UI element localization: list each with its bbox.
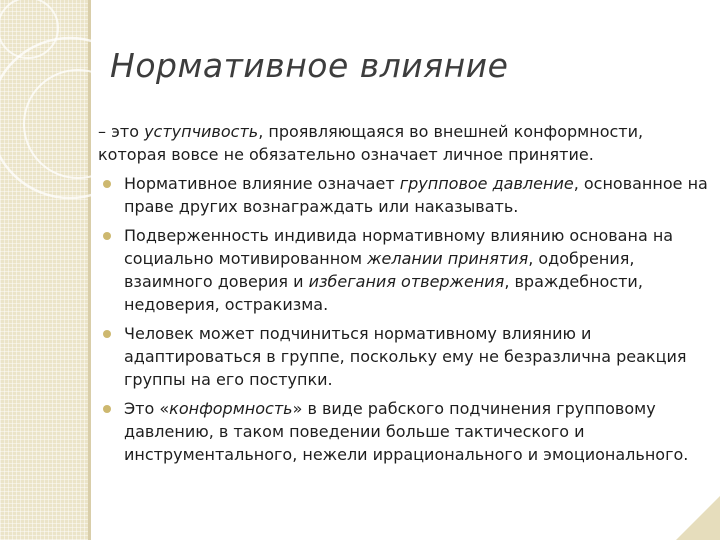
bullet-text: Нормативное влияние означает <box>124 174 400 193</box>
slide-body <box>98 120 708 472</box>
bullet-text: , враждебности, недоверия, остракизма. <box>124 272 643 314</box>
bullet-dot-icon <box>103 405 111 413</box>
bullet-text: , одобрения, взаимного доверия и <box>124 249 635 291</box>
intro-prefix: – это <box>98 122 145 141</box>
bullet-emphasis: конформность <box>169 399 293 418</box>
bullet-text: » в виде рабского подчинения групповому давлению, в таком поведении больше тактического и инструментального, нежели иррационального и эмоционального. <box>124 399 689 464</box>
intro-text: , проявляющаяся во внешней конформности, которая вовсе не обязательно означает личное принятие. <box>98 122 644 164</box>
intro-paragraph <box>98 120 708 166</box>
bullet-text: Подверженность индивида нормативному влиянию основана на социально мотивированном <box>124 226 674 268</box>
list-item <box>98 322 708 391</box>
bullet-text: , основанное на праве других вознаграждать или наказывать. <box>124 174 708 216</box>
page-curl-corner <box>676 496 720 540</box>
slide-title: Нормативное влияние <box>110 46 509 85</box>
list-item <box>98 172 708 218</box>
bullet-dot-icon <box>103 180 111 188</box>
bullet-emphasis: избегания отвержения <box>308 272 505 291</box>
bullet-list <box>98 172 708 466</box>
bullet-text: Это « <box>124 399 170 418</box>
bullet-emphasis: групповое давление <box>399 174 574 193</box>
intro-emphasis: уступчивость <box>144 122 259 141</box>
bullet-dot-icon <box>103 330 111 338</box>
bullet-emphasis: желании принятия <box>367 249 529 268</box>
bullet-text: Человек может подчиниться нормативному влиянию и адаптироваться в группе, поскольку ему не безразлична реакция группы на его поступки. <box>124 324 687 389</box>
bullet-dot-icon <box>103 232 111 240</box>
list-item <box>98 224 708 316</box>
list-item <box>98 397 708 466</box>
